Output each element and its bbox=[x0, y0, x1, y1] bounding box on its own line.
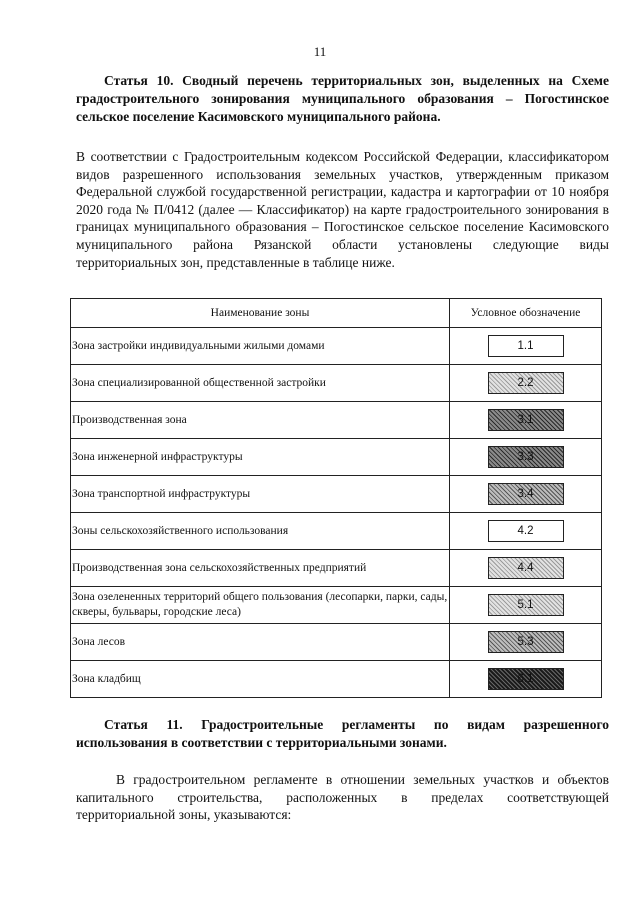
zone-symbol-swatch: 3.4 bbox=[488, 483, 564, 505]
zone-symbol-cell bbox=[450, 439, 602, 476]
zones-table-body bbox=[71, 328, 602, 698]
table-row bbox=[71, 661, 602, 698]
table-row bbox=[71, 513, 602, 550]
table-row bbox=[71, 550, 602, 587]
table-row bbox=[71, 624, 602, 661]
article-11-paragraph: В градостроительном регламенте в отношении земельных участков и объектов капитального строительства, расположенных в пределах соответствующей территориальной зоны, указываются: bbox=[76, 772, 609, 823]
zone-name-cell: Зона кладбищ bbox=[71, 661, 450, 698]
zones-table bbox=[70, 298, 602, 698]
page-number: 11 bbox=[313, 44, 327, 59]
zone-name-cell: Зона застройки индивидуальными жилыми домами bbox=[71, 328, 450, 365]
article-10-paragraph: В соответствии с Градостроительным кодексом Российской Федерации, классификатором видов разрешенного использования земельных участков, утвержденным приказом Федеральной службой государственной регистрации, кадастра и картографии от 10 ноября 2020 года № П/0412 (далее — Классификатор) на карте градостроительного зонирования в границах муниципального образования – Погостинское сельское поселение Касимовского муниципального района Рязанской области установлены следующие виды территориальных зон, представленные в таблице ниже. bbox=[76, 149, 609, 270]
zone-name-cell: Производственная зона bbox=[71, 402, 450, 439]
table-row bbox=[71, 439, 602, 476]
zone-symbol-swatch: 4.2 bbox=[488, 520, 564, 542]
zone-symbol-cell bbox=[450, 550, 602, 587]
zone-name-cell: Зона транспортной инфраструктуры bbox=[71, 476, 450, 513]
zone-symbol-swatch: 5.3 bbox=[488, 631, 564, 653]
zone-symbol-cell bbox=[450, 587, 602, 624]
zone-symbol-swatch: 3.3 bbox=[488, 446, 564, 468]
zone-name-cell: Зона озелененных территорий общего пользования (лесопарки, парки, сады, скверы, бульвары, городские леса) bbox=[71, 587, 450, 624]
table-row bbox=[71, 587, 602, 624]
zone-name-cell: Зона лесов bbox=[71, 624, 450, 661]
article-10-heading: Статья 10. Сводный перечень территориальных зон, выделенных на Схеме градостроительного зонирования муниципального образования – Погостинское сельское поселение Касимовского муниципального района. bbox=[76, 73, 609, 124]
zone-name-cell: Производственная зона сельскохозяйственных предприятий bbox=[71, 550, 450, 587]
zone-symbol-cell bbox=[450, 661, 602, 698]
zone-name-cell: Зона инженерной инфраструктуры bbox=[71, 439, 450, 476]
zone-symbol-swatch: 6.1 bbox=[488, 668, 564, 690]
header-zone-symbol: Условное обозначение bbox=[450, 299, 602, 328]
zone-symbol-swatch: 3.1 bbox=[488, 409, 564, 431]
zone-symbol-swatch: 2.2 bbox=[488, 372, 564, 394]
header-zone-name: Наименование зоны bbox=[71, 299, 450, 328]
table-row bbox=[71, 365, 602, 402]
article-11-heading: Статья 11. Градостроительные регламенты по видам разрешенного использования в соответствии с территориальными зонами. bbox=[76, 717, 609, 750]
zone-symbol-cell bbox=[450, 624, 602, 661]
zone-symbol-cell bbox=[450, 513, 602, 550]
zone-symbol-swatch: 4.4 bbox=[488, 557, 564, 579]
table-header-row bbox=[71, 299, 602, 328]
zone-name-cell: Зона специализированной общественной застройки bbox=[71, 365, 450, 402]
table-row bbox=[71, 476, 602, 513]
zone-symbol-cell bbox=[450, 328, 602, 365]
table-row bbox=[71, 402, 602, 439]
zone-symbol-cell bbox=[450, 365, 602, 402]
zone-symbol-swatch: 1.1 bbox=[488, 335, 564, 357]
zone-symbol-cell bbox=[450, 476, 602, 513]
zone-symbol-cell bbox=[450, 402, 602, 439]
zone-name-cell: Зоны сельскохозяйственного использования bbox=[71, 513, 450, 550]
table-row bbox=[71, 328, 602, 365]
zone-symbol-swatch: 5.1 bbox=[488, 594, 564, 616]
